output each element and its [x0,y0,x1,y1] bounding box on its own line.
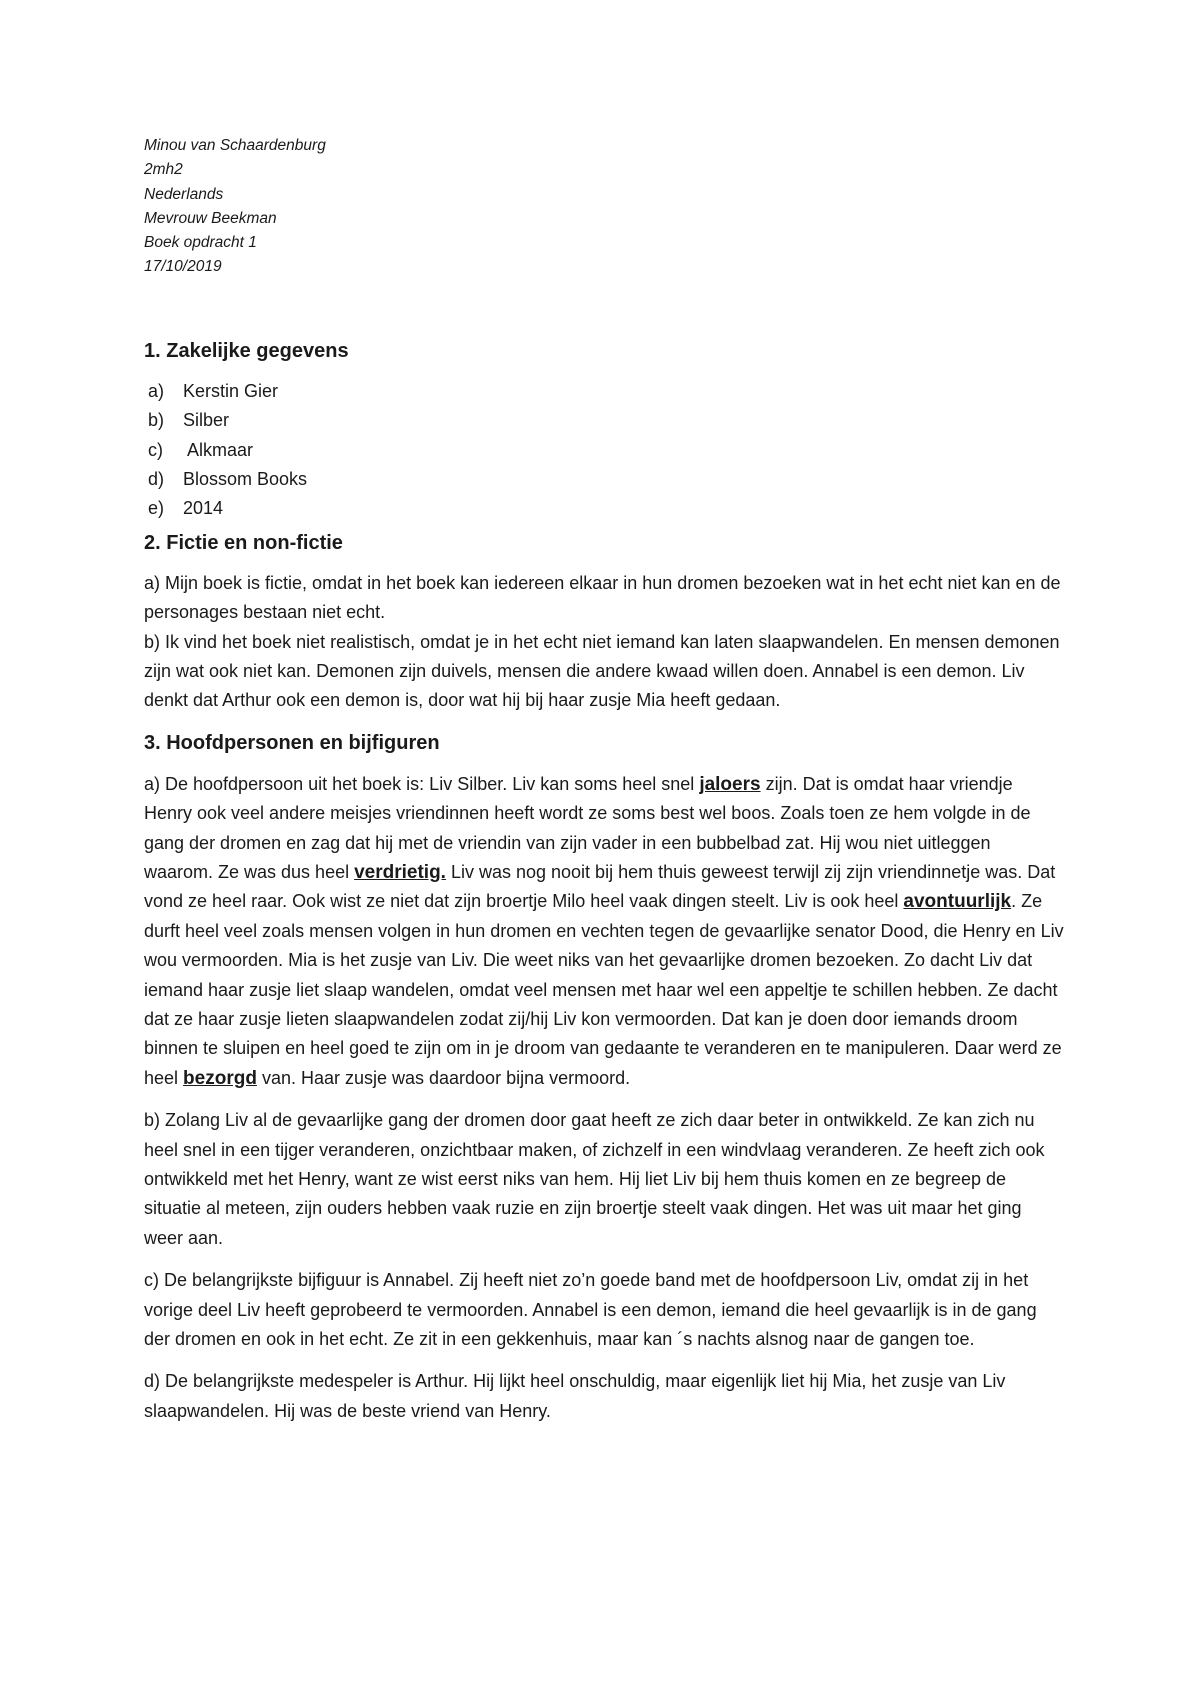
list-item-label: d) [148,468,165,489]
author-name: Minou van Schaardenburg [144,137,326,154]
paragraph-2b: b) Ik vind het boek niet realistisch, omdat je in het echt niet iemand kan laten slaapwandelen. En mensen demonen zijn wat ook niet kan. Demonen zijn duivels, mensen die andere kwaad willen doen. Annabel is een demon. Liv denkt dat Arthur ook een demon is, door wat hij bij haar zusje Mia heeft gedaan. [144,631,1060,711]
text-run: . Ze durft heel veel zoals mensen volgen in hun dromen en vechten tegen de gevaarlijke senator Dood, die Henry en Liv wou vermoorden. Mia is het zusje van Liv. Die weet niks van het gevaarlijke dromen bezoeken. Zo dacht Liv dat iemand haar zusje liet slaap wandelen, omdat veel mensen met haar wel een appeltje te schillen hebben. Ze dacht dat ze haar zusje lieten slaapwandelen zodat zij/hij Liv kon vermoorden. Dat kan je doen door iemands droom binnen te sluipen en heel goed te zijn om in je droom van gedaante te veranderen en te manipuleren. Daar werd ze heel [144,891,1064,1088]
list-item-text: Silber [183,410,230,431]
list-item [144,436,1064,465]
list-item-text: Blossom Books [183,468,308,489]
keyword-jaloers: jaloers [699,773,761,795]
document-header [144,134,1064,280]
section1-heading: 1. Zakelijke gegevens [144,339,349,362]
document-page [144,134,1064,1426]
paragraph-3d: d) De belangrijkste medespeler is Arthur. Hij lijkt heel onschuldig, maar eigenlijk liet hij Mia, het zusje van Liv slaapwandelen. Hij was de beste vriend van Henry. [144,1371,1006,1421]
subject: Nederlands [144,185,224,203]
list-item [144,406,1064,435]
paragraph-2a: a) Mijn boek is fictie, omdat in het boek kan iedereen elkaar in hun dromen bezoeken wat in het echt niet kan en de personages bestaan niet echt. [144,572,1061,623]
date: 17/10/2019 [144,258,222,276]
list-item-text: Alkmaar [183,439,254,460]
section3-body [144,770,1064,1427]
list-item [144,377,1064,406]
paragraph-3a [144,770,1064,1093]
list-item-label: c) [148,439,163,460]
list-item-label: a) [148,380,165,401]
section3-heading: 3. Hoofdpersonen en bijfiguren [144,731,440,754]
text-run: a) De hoofdpersoon uit het boek is: Liv Silber. Liv kan soms heel snel [144,773,700,794]
list-item [144,494,1064,523]
section2-body [144,569,1064,716]
assignment-title: Boek opdracht 1 [144,234,257,252]
list-item-label: b) [148,410,165,431]
paragraph-3c: c) De belangrijkste bijfiguur is Annabel. Zij heeft niet zo’n goede band met de hoofdpersoon Liv, omdat zij in het vorige deel Liv heeft geprobeerd te vermoorden. Annabel is een demon, iemand die heel gevaarlijk is in de gang der dromen en ook in het echt. Ze zit in een gekkenhuis, maar kan ´s nachts alsnog naar de gangen toe. [144,1270,1037,1350]
list-item [144,465,1064,494]
keyword-bezorgd: bezorgd [183,1067,257,1089]
paragraph-3b: b) Zolang Liv al de gevaarlijke gang der dromen door gaat heeft ze zich daar beter in ontwikkeld. Ze kan zich nu heel snel in een tijger veranderen, onzichtbaar maken, of zichzelf in een windvlaag veranderen. Ze heeft zich ook ontwikkeld met het Henry, want ze wist eerst niks van hem. Hij liet Liv bij hem thuis komen en ze begreep de situatie al meteen, zijn ouders hebben vaak ruzie en zijn broertje steelt vaak dingen. Het was uit maar het ging weer aan. [144,1110,1045,1248]
business-data-list [144,377,1064,524]
text-run: van. Haar zusje was daardoor bijna vermoord. [256,1067,631,1088]
text-run: zijn. Dat is omdat haar vriendje Henry ook veel andere meisjes vriendinnen heeft wordt ze soms best wel boos. Zoals toen ze hem volgde in de gang der dromen en zag dat hij met de vriendin van zijn vader in een bubbelbad zat. Hij wou niet uitleggen waarom. Ze was dus heel [144,773,1031,882]
text-run: Liv was nog nooit bij hem thuis geweest terwijl zij zijn vriendinnetje was. Dat vond ze heel raar. Ook wist ze niet dat zijn broertje Milo heel vaak dingen steelt. Liv is ook heel [144,861,1056,912]
section2-heading: 2. Fictie en non-fictie [144,531,343,554]
keyword-avontuurlijk: avontuurlijk [903,891,1012,913]
keyword-verdrietig: verdrietig. [354,861,446,883]
list-item-label: e) [148,498,165,519]
teacher-name: Mevrouw Beekman [144,209,277,227]
class-code: 2mh2 [144,161,183,179]
list-item-text: Kerstin Gier [183,380,279,401]
list-item-text: 2014 [183,498,224,519]
